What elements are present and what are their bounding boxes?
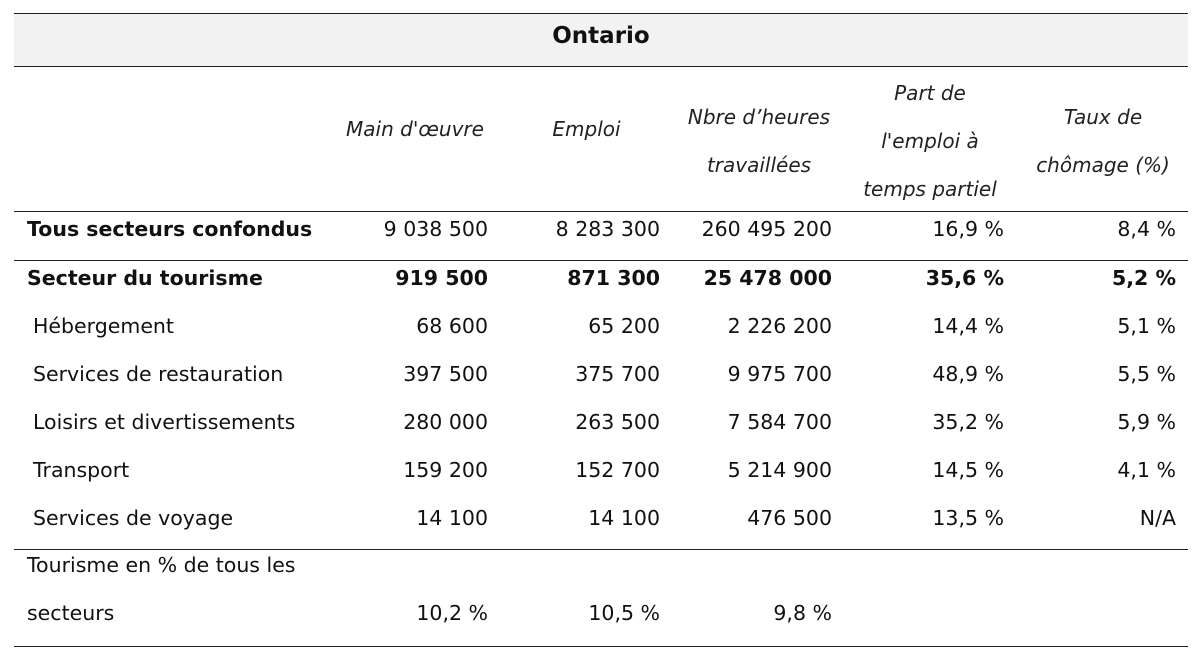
column-header-line: Part de (894, 81, 966, 105)
cell: 159 200 (403, 458, 488, 482)
table-title-bar (14, 13, 1188, 67)
table-row (14, 501, 1188, 550)
table-row (14, 405, 1188, 453)
row-label: Hébergement (33, 314, 174, 338)
cell: 14,4 % (932, 314, 1004, 338)
column-header-temps-partiel (852, 69, 1008, 213)
cell: N/A (1139, 506, 1176, 530)
row-label: Loisirs et divertissements (33, 410, 296, 434)
cell: 9 038 500 (383, 217, 488, 241)
ontario-table (14, 13, 1188, 647)
cell: 35,2 % (932, 410, 1004, 434)
cell: 25 478 000 (703, 266, 832, 290)
cell: 5,5 % (1117, 362, 1176, 386)
cell: 8 283 300 (555, 217, 660, 241)
table-row (14, 212, 1188, 261)
column-header-line: chômage (%) (1036, 153, 1170, 177)
table-title: Ontario (552, 23, 650, 49)
cell: 280 000 (403, 410, 488, 434)
cell: 871 300 (567, 266, 660, 290)
cell: 152 700 (575, 458, 660, 482)
cell: 48,9 % (932, 362, 1004, 386)
cell: 8,4 % (1117, 217, 1176, 241)
cell: 14 100 (416, 506, 488, 530)
cell: 476 500 (747, 506, 832, 530)
column-header-line: travaillées (706, 153, 812, 177)
column-header-line: l'emploi à (881, 129, 979, 153)
column-header-line: Main d'œuvre (346, 117, 484, 141)
cell: 13,5 % (932, 506, 1004, 530)
column-header-line: temps partiel (863, 177, 997, 201)
cell: 65 200 (588, 314, 660, 338)
column-headers (14, 67, 1188, 212)
column-header-chomage (1024, 93, 1182, 189)
cell: 68 600 (416, 314, 488, 338)
cell: 263 500 (575, 410, 660, 434)
cell: 260 495 200 (701, 217, 832, 241)
cell: 5,9 % (1117, 410, 1176, 434)
footer-label-line: Tourisme en % de tous les (27, 553, 296, 577)
table-row (14, 261, 1188, 309)
column-header-emploi (514, 117, 659, 141)
column-header-line: Taux de (1063, 105, 1143, 129)
row-label: Services de restauration (33, 362, 284, 386)
cell: 4,1 % (1117, 458, 1176, 482)
table-footer-row (14, 550, 1188, 647)
cell: 10,2 % (416, 601, 488, 625)
row-label: Tous secteurs confondus (27, 217, 313, 241)
cell: 9 975 700 (727, 362, 832, 386)
cell: 35,6 % (925, 266, 1004, 290)
cell: 5,2 % (1112, 266, 1176, 290)
cell: 16,9 % (932, 217, 1004, 241)
cell: 397 500 (403, 362, 488, 386)
cell: 5,1 % (1117, 314, 1176, 338)
cell: 2 226 200 (727, 314, 832, 338)
cell: 7 584 700 (727, 410, 832, 434)
cell: 375 700 (575, 362, 660, 386)
table-row (14, 357, 1188, 405)
cell: 5 214 900 (727, 458, 832, 482)
column-header-heures (674, 93, 844, 189)
cell: 14 100 (588, 506, 660, 530)
column-header-line: Emploi (552, 117, 621, 141)
row-label: Secteur du tourisme (27, 266, 263, 290)
column-header-main-doeuvre (334, 117, 496, 141)
cell: 919 500 (395, 266, 488, 290)
row-label: Services de voyage (33, 506, 234, 530)
table-row (14, 309, 1188, 357)
row-label: Transport (33, 458, 130, 482)
cell: 14,5 % (932, 458, 1004, 482)
table-row (14, 453, 1188, 501)
cell: 10,5 % (588, 601, 660, 625)
cell: 9,8 % (773, 601, 832, 625)
column-header-line: Nbre d’heures (687, 105, 831, 129)
footer-label-line: secteurs (27, 601, 115, 625)
